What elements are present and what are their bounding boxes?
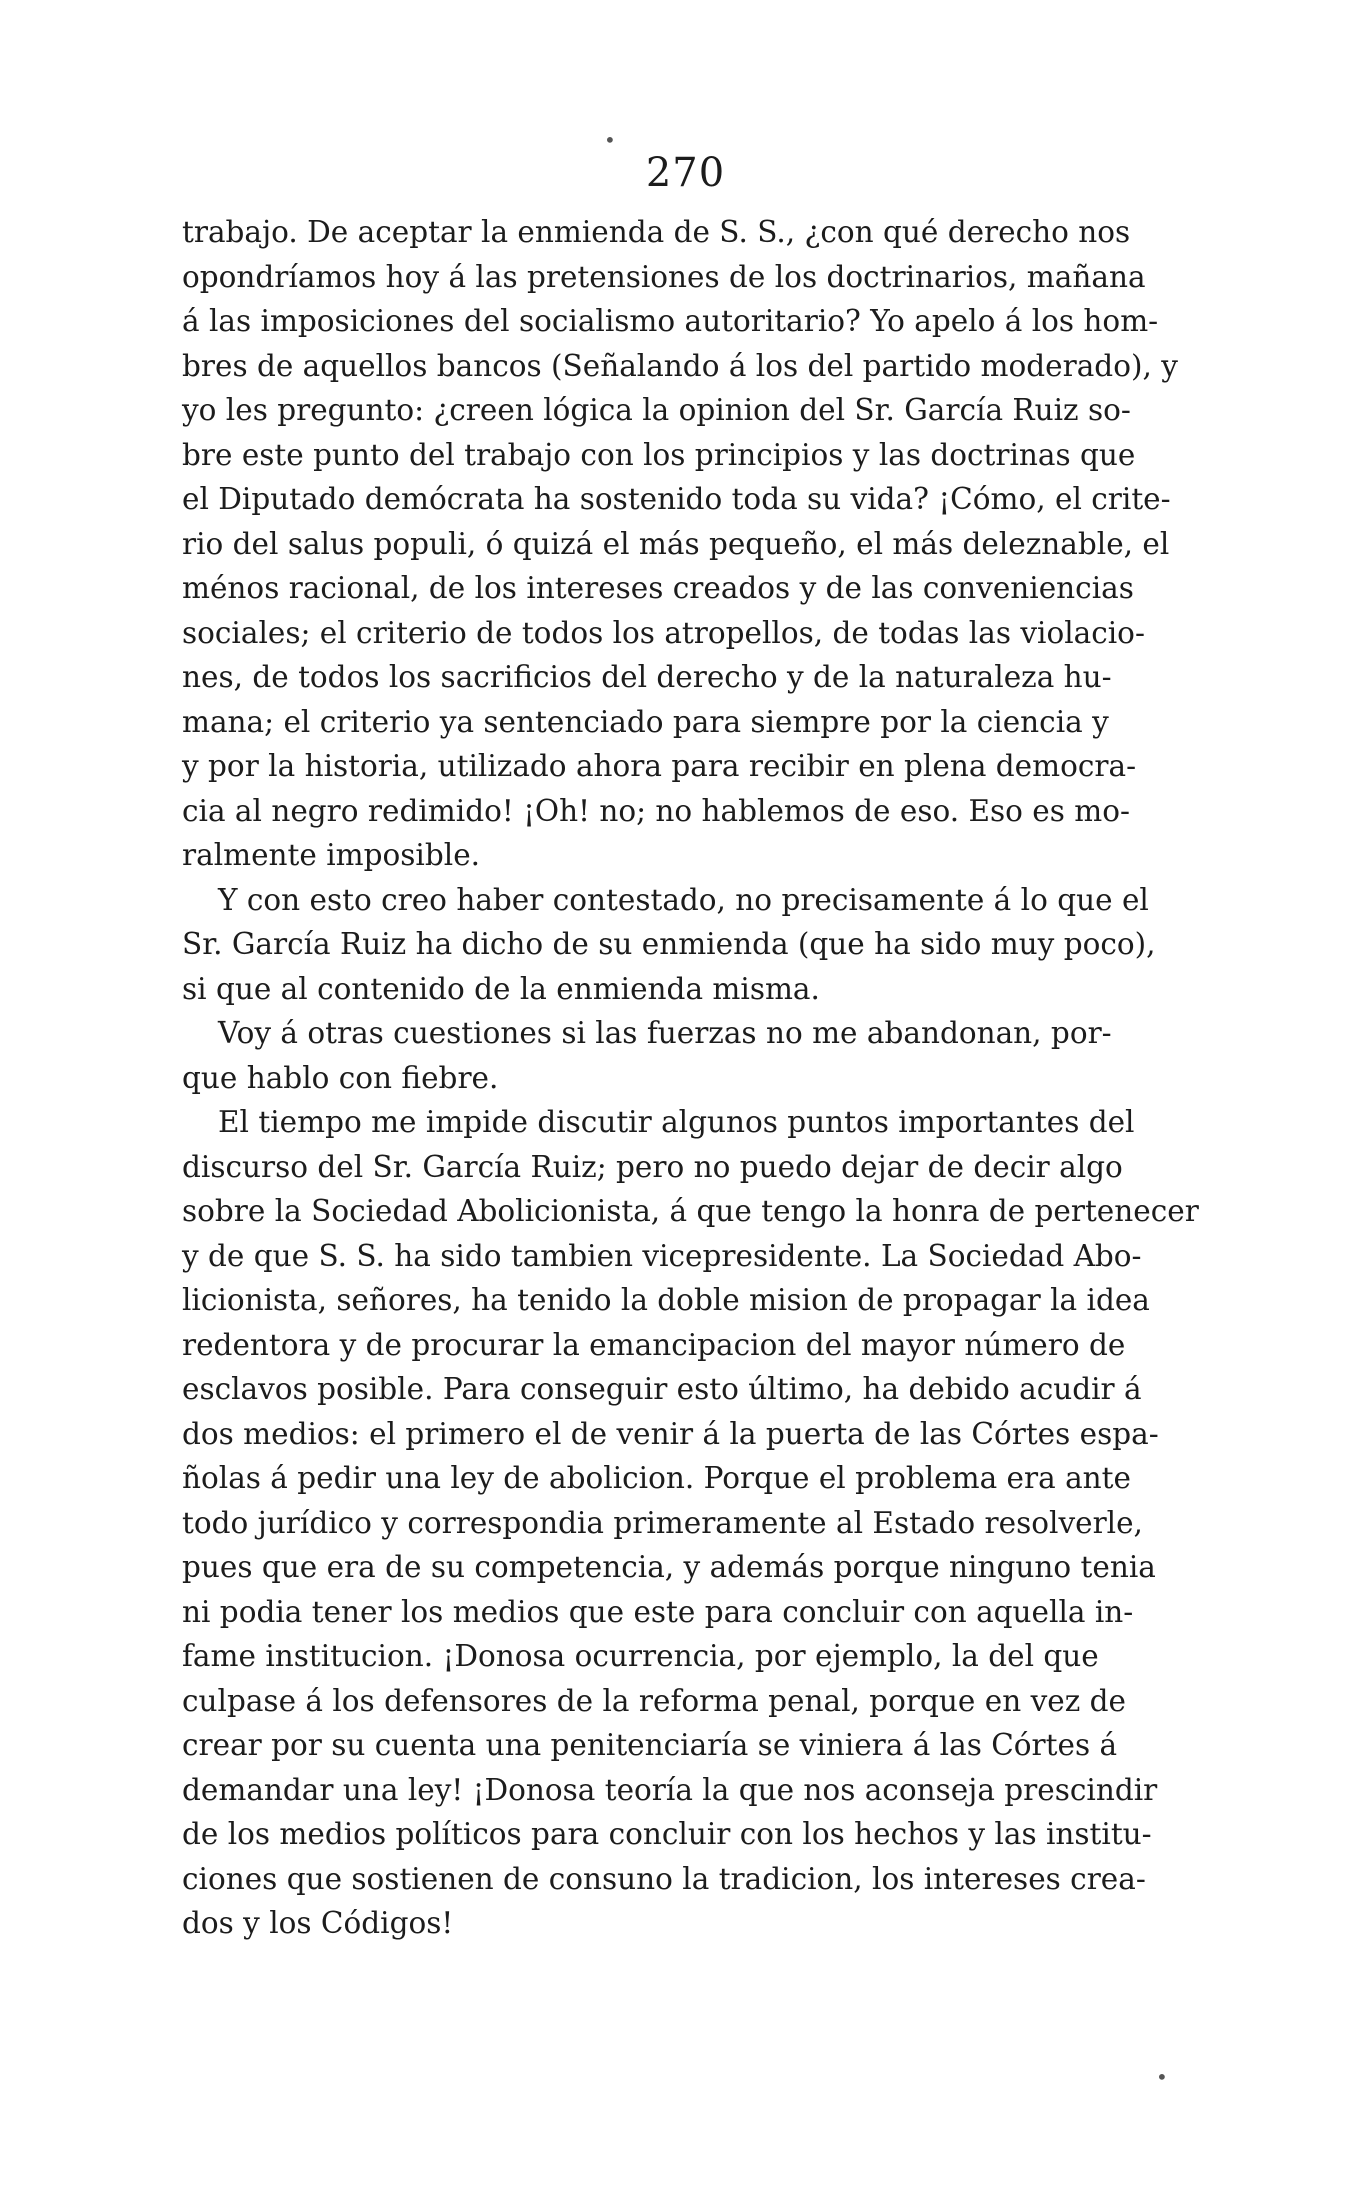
page-number: 270 bbox=[645, 150, 726, 196]
text-line: ni podia tener los medios que este para concluir con aquella in- bbox=[182, 1594, 1134, 1629]
text-line: esclavos posible. Para conseguir esto último, ha debido acudir á bbox=[182, 1372, 1142, 1406]
text-line: el Diputado demócrata ha sostenido toda su vida? ¡Cómo, el crite- bbox=[182, 482, 1171, 516]
text-line: culpase á los defensores de la reforma penal, porque en vez de bbox=[182, 1683, 1126, 1718]
text-line: y por la historia, utilizado ahora para recibir en plena democra- bbox=[182, 749, 1137, 783]
text-line: Sr. García Ruiz ha dicho de su enmienda (que ha sido muy poco), bbox=[182, 927, 1156, 961]
text-line: Y con esto creo haber contestado, no precisamente á lo que el bbox=[218, 882, 1149, 917]
text-line: discurso del Sr. García Ruiz; pero no puedo dejar de decir algo bbox=[182, 1149, 1123, 1184]
text-line: crear por su cuenta una penitenciaría se viniera á las Córtes á bbox=[182, 1728, 1118, 1762]
text-line: El tiempo me impide discutir algunos puntos importantes del bbox=[218, 1105, 1135, 1139]
text-line: redentora y de procurar la emancipacion del mayor número de bbox=[182, 1327, 1126, 1362]
speck-mark: • bbox=[1156, 2065, 1168, 2089]
text-line: licionista, señores, ha tenido la doble mision de propagar la idea bbox=[182, 1283, 1150, 1317]
text-line: pues que era de su competencia, y además porque ninguno tenia bbox=[182, 1550, 1156, 1584]
text-line: opondríamos hoy á las pretensiones de los doctrinarios, mañana bbox=[182, 259, 1146, 294]
text-line: demandar una ley! ¡Donosa teoría la que nos aconseja prescindir bbox=[182, 1772, 1158, 1807]
text-line: fame institucion. ¡Donosa ocurrencia, por ejemplo, la del que bbox=[182, 1639, 1099, 1673]
text-line: todo jurídico y correspondia primeramente al Estado resolverle, bbox=[182, 1505, 1143, 1540]
text-line: dos y los Códigos! bbox=[182, 1906, 454, 1940]
text-line: dos medios: el primero el de venir á la puerta de las Córtes espa- bbox=[182, 1416, 1159, 1451]
text-line: y de que S. S. ha sido tambien vicepresidente. La Sociedad Abo- bbox=[182, 1238, 1142, 1273]
text-line: sociales; el criterio de todos los atropellos, de todas las violacio- bbox=[182, 615, 1145, 650]
text-line: nes, de todos los sacrificios del derecho y de la naturaleza hu- bbox=[182, 660, 1112, 694]
text-line: rio del salus populi, ó quizá el más pequeño, el más deleznable, el bbox=[182, 526, 1170, 561]
text-line: Voy á otras cuestiones si las fuerzas no me abandonan, por- bbox=[218, 1016, 1112, 1050]
text-line: mana; el criterio ya sentenciado para siempre por la ciencia y bbox=[182, 704, 1109, 739]
text-line: ñolas á pedir una ley de abolicion. Porque el problema era ante bbox=[182, 1461, 1131, 1495]
text-line: sobre la Sociedad Abolicionista, á que tengo la honra de pertenecer bbox=[182, 1194, 1199, 1228]
text-line: que hablo con fiebre. bbox=[182, 1060, 499, 1095]
text-line: cia al negro redimido! ¡Oh! no; no hablemos de eso. Eso es mo- bbox=[182, 793, 1130, 828]
text-line: trabajo. De aceptar la enmienda de S. S., ¿con qué derecho nos bbox=[182, 215, 1131, 249]
speck-mark: • bbox=[604, 128, 616, 152]
text-line: yo les pregunto: ¿creen lógica la opinion del Sr. García Ruiz so- bbox=[182, 393, 1131, 427]
text-line: ménos racional, de los intereses creados y de las conveniencias bbox=[182, 571, 1134, 605]
text-line: bre este punto del trabajo con los principios y las doctrinas que bbox=[182, 437, 1136, 472]
text-line: á las imposiciones del socialismo autoritario? Yo apelo á los hom- bbox=[182, 304, 1159, 338]
text-line: si que al contenido de la enmienda misma. bbox=[182, 971, 820, 1006]
text-line: ciones que sostienen de consuno la tradicion, los intereses crea- bbox=[182, 1861, 1146, 1896]
text-line: ralmente imposible. bbox=[182, 838, 481, 872]
body-text bbox=[182, 210, 1199, 1946]
text-line: de los medios políticos para concluir con los hechos y las institu- bbox=[182, 1817, 1152, 1851]
text-line: bres de aquellos bancos (Señalando á los del partido moderado), y bbox=[182, 348, 1178, 383]
